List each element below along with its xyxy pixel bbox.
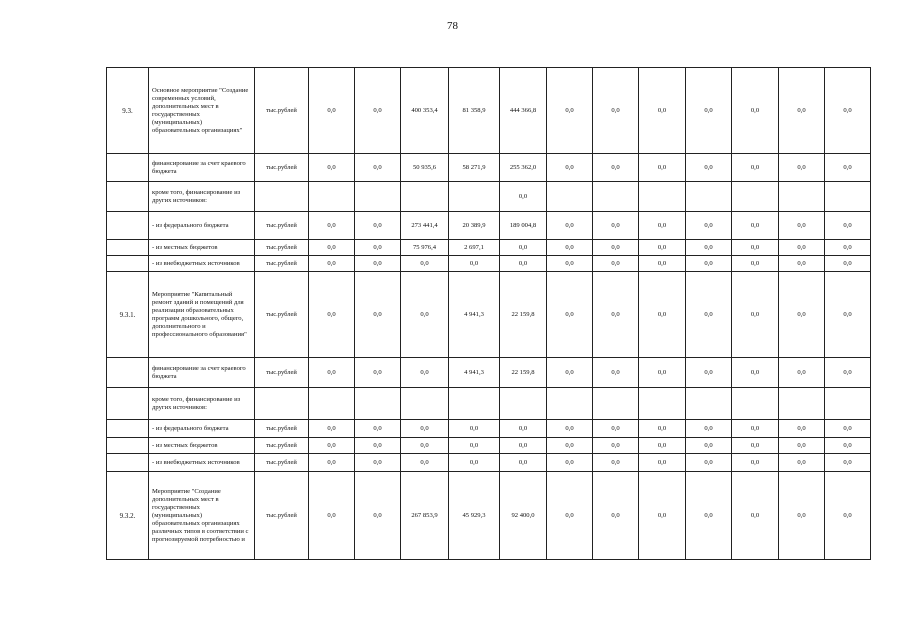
value-cell: 0,0 bbox=[355, 68, 401, 154]
value-cell: 0,0 bbox=[500, 240, 547, 256]
value-cell: 0,0 bbox=[500, 438, 547, 454]
value-cell bbox=[449, 182, 500, 212]
row-unit: тыс.рублей bbox=[255, 420, 309, 438]
value-cell bbox=[686, 388, 732, 420]
value-cell: 0,0 bbox=[309, 256, 355, 272]
value-cell: 0,0 bbox=[825, 358, 871, 388]
value-cell: 0,0 bbox=[401, 438, 449, 454]
row-unit: тыс.рублей bbox=[255, 358, 309, 388]
table-row bbox=[107, 212, 871, 240]
value-cell: 0,0 bbox=[593, 454, 639, 472]
value-cell: 0,0 bbox=[825, 420, 871, 438]
value-cell: 0,0 bbox=[639, 68, 686, 154]
row-unit: тыс.рублей bbox=[255, 454, 309, 472]
value-cell: 20 389,9 bbox=[449, 212, 500, 240]
row-unit: тыс.рублей bbox=[255, 472, 309, 560]
table-row bbox=[107, 472, 871, 560]
value-cell: 0,0 bbox=[779, 68, 825, 154]
value-cell: 0,0 bbox=[732, 154, 779, 182]
value-cell bbox=[593, 182, 639, 212]
value-cell: 0,0 bbox=[825, 68, 871, 154]
value-cell: 0,0 bbox=[779, 240, 825, 256]
value-cell: 0,0 bbox=[825, 240, 871, 256]
value-cell bbox=[779, 388, 825, 420]
value-cell: 81 358,9 bbox=[449, 68, 500, 154]
row-name: финансирование за счет краевого бюджета bbox=[149, 154, 255, 182]
row-name: Основное мероприятие "Создание современных условий, дополнительных мест в государственных (муниципальных) образовательных организациях" bbox=[149, 68, 255, 154]
value-cell: 0,0 bbox=[732, 454, 779, 472]
row-code: 9.3. bbox=[107, 68, 149, 154]
value-cell: 0,0 bbox=[732, 272, 779, 358]
value-cell: 0,0 bbox=[732, 420, 779, 438]
value-cell: 22 159,8 bbox=[500, 272, 547, 358]
value-cell: 0,0 bbox=[639, 256, 686, 272]
value-cell: 0,0 bbox=[825, 272, 871, 358]
table-row bbox=[107, 420, 871, 438]
row-unit: тыс.рублей bbox=[255, 272, 309, 358]
value-cell: 0,0 bbox=[779, 454, 825, 472]
value-cell: 0,0 bbox=[309, 272, 355, 358]
value-cell bbox=[401, 388, 449, 420]
row-name: Мероприятие "Капитальный ремонт зданий и помещений для реализации образовательных программ дошкольного, общего, дополнительного и профессионального образования" bbox=[149, 272, 255, 358]
value-cell: 273 441,4 bbox=[401, 212, 449, 240]
row-code bbox=[107, 182, 149, 212]
value-cell: 0,0 bbox=[547, 438, 593, 454]
value-cell bbox=[825, 182, 871, 212]
value-cell: 0,0 bbox=[355, 472, 401, 560]
value-cell: 0,0 bbox=[500, 420, 547, 438]
row-code bbox=[107, 240, 149, 256]
value-cell: 0,0 bbox=[825, 212, 871, 240]
value-cell: 0,0 bbox=[449, 420, 500, 438]
table-row bbox=[107, 272, 871, 358]
row-code bbox=[107, 212, 149, 240]
row-name: - из местных бюджетов bbox=[149, 240, 255, 256]
value-cell bbox=[639, 182, 686, 212]
value-cell: 0,0 bbox=[309, 240, 355, 256]
value-cell: 0,0 bbox=[547, 240, 593, 256]
value-cell: 0,0 bbox=[686, 358, 732, 388]
row-name: финансирование за счет краевого бюджета bbox=[149, 358, 255, 388]
value-cell: 0,0 bbox=[309, 154, 355, 182]
row-unit: тыс.рублей bbox=[255, 212, 309, 240]
value-cell: 0,0 bbox=[732, 358, 779, 388]
value-cell bbox=[547, 388, 593, 420]
value-cell bbox=[593, 388, 639, 420]
value-cell: 0,0 bbox=[825, 454, 871, 472]
value-cell: 0,0 bbox=[547, 256, 593, 272]
row-name: - из федерального бюджета bbox=[149, 420, 255, 438]
table-row bbox=[107, 154, 871, 182]
value-cell: 0,0 bbox=[686, 68, 732, 154]
value-cell: 0,0 bbox=[401, 256, 449, 272]
value-cell: 0,0 bbox=[309, 68, 355, 154]
value-cell: 0,0 bbox=[309, 420, 355, 438]
value-cell: 0,0 bbox=[355, 256, 401, 272]
value-cell: 0,0 bbox=[309, 438, 355, 454]
value-cell: 0,0 bbox=[732, 472, 779, 560]
value-cell: 0,0 bbox=[593, 472, 639, 560]
value-cell: 0,0 bbox=[309, 358, 355, 388]
value-cell: 0,0 bbox=[355, 454, 401, 472]
value-cell: 0,0 bbox=[593, 272, 639, 358]
value-cell: 0,0 bbox=[639, 154, 686, 182]
value-cell: 0,0 bbox=[779, 472, 825, 560]
value-cell bbox=[309, 182, 355, 212]
value-cell: 0,0 bbox=[547, 420, 593, 438]
row-code bbox=[107, 358, 149, 388]
value-cell: 0,0 bbox=[686, 472, 732, 560]
value-cell: 0,0 bbox=[779, 154, 825, 182]
row-unit bbox=[255, 388, 309, 420]
value-cell: 444 366,8 bbox=[500, 68, 547, 154]
value-cell: 0,0 bbox=[547, 272, 593, 358]
row-unit: тыс.рублей bbox=[255, 154, 309, 182]
value-cell bbox=[355, 182, 401, 212]
value-cell: 0,0 bbox=[686, 212, 732, 240]
value-cell: 0,0 bbox=[593, 154, 639, 182]
value-cell bbox=[449, 388, 500, 420]
value-cell: 0,0 bbox=[449, 438, 500, 454]
page-number: 78 bbox=[447, 20, 458, 32]
value-cell bbox=[732, 182, 779, 212]
value-cell: 0,0 bbox=[547, 472, 593, 560]
value-cell: 0,0 bbox=[825, 154, 871, 182]
value-cell bbox=[639, 388, 686, 420]
value-cell: 0,0 bbox=[732, 256, 779, 272]
row-code bbox=[107, 154, 149, 182]
value-cell: 0,0 bbox=[779, 438, 825, 454]
value-cell: 92 400,0 bbox=[500, 472, 547, 560]
value-cell: 0,0 bbox=[355, 272, 401, 358]
table-row bbox=[107, 438, 871, 454]
value-cell: 0,0 bbox=[449, 256, 500, 272]
value-cell: 0,0 bbox=[639, 272, 686, 358]
row-name: - из внебюджетных источников bbox=[149, 256, 255, 272]
value-cell: 0,0 bbox=[401, 454, 449, 472]
table-row bbox=[107, 68, 871, 154]
row-unit: тыс.рублей bbox=[255, 240, 309, 256]
table-row bbox=[107, 182, 871, 212]
value-cell: 0,0 bbox=[547, 454, 593, 472]
value-cell: 0,0 bbox=[355, 154, 401, 182]
value-cell: 50 935,6 bbox=[401, 154, 449, 182]
value-cell: 189 004,8 bbox=[500, 212, 547, 240]
value-cell bbox=[732, 388, 779, 420]
value-cell: 0,0 bbox=[309, 472, 355, 560]
value-cell: 22 159,8 bbox=[500, 358, 547, 388]
row-code: 9.3.1. bbox=[107, 272, 149, 358]
value-cell: 0,0 bbox=[732, 240, 779, 256]
value-cell: 0,0 bbox=[547, 212, 593, 240]
value-cell bbox=[500, 388, 547, 420]
value-cell: 0,0 bbox=[593, 358, 639, 388]
row-code bbox=[107, 388, 149, 420]
row-code bbox=[107, 438, 149, 454]
table-row bbox=[107, 256, 871, 272]
value-cell: 0,0 bbox=[686, 420, 732, 438]
value-cell: 0,0 bbox=[547, 68, 593, 154]
value-cell: 0,0 bbox=[639, 240, 686, 256]
row-unit bbox=[255, 182, 309, 212]
value-cell: 4 941,3 bbox=[449, 358, 500, 388]
value-cell: 0,0 bbox=[825, 256, 871, 272]
value-cell: 0,0 bbox=[401, 358, 449, 388]
row-code bbox=[107, 256, 149, 272]
value-cell: 0,0 bbox=[309, 454, 355, 472]
row-name: кроме того, финансирование из других источников: bbox=[149, 182, 255, 212]
value-cell bbox=[686, 182, 732, 212]
value-cell: 0,0 bbox=[500, 454, 547, 472]
row-name: кроме того, финансирование из других источников: bbox=[149, 388, 255, 420]
value-cell bbox=[779, 182, 825, 212]
value-cell: 0,0 bbox=[779, 256, 825, 272]
row-name: - из внебюджетных источников bbox=[149, 454, 255, 472]
table-row bbox=[107, 240, 871, 256]
value-cell: 0,0 bbox=[825, 472, 871, 560]
value-cell: 0,0 bbox=[779, 420, 825, 438]
budget-table bbox=[106, 67, 871, 560]
value-cell bbox=[401, 182, 449, 212]
row-name: Мероприятие "Создание дополнительных мест в государственных (муниципальных) образовательных организациях различных типов в соответствии с прогнозируемой потребностью и bbox=[149, 472, 255, 560]
table-row bbox=[107, 388, 871, 420]
value-cell: 0,0 bbox=[779, 212, 825, 240]
value-cell: 267 853,9 bbox=[401, 472, 449, 560]
value-cell: 45 929,3 bbox=[449, 472, 500, 560]
row-code: 9.3.2. bbox=[107, 472, 149, 560]
value-cell: 0,0 bbox=[355, 240, 401, 256]
value-cell: 0,0 bbox=[309, 212, 355, 240]
value-cell: 0,0 bbox=[639, 472, 686, 560]
value-cell bbox=[355, 388, 401, 420]
value-cell: 0,0 bbox=[639, 438, 686, 454]
value-cell bbox=[825, 388, 871, 420]
value-cell: 255 362,0 bbox=[500, 154, 547, 182]
value-cell: 0,0 bbox=[355, 358, 401, 388]
value-cell: 0,0 bbox=[732, 438, 779, 454]
value-cell: 0,0 bbox=[401, 420, 449, 438]
value-cell: 0,0 bbox=[779, 358, 825, 388]
row-unit: тыс.рублей bbox=[255, 256, 309, 272]
value-cell: 0,0 bbox=[686, 154, 732, 182]
row-name: - из федерального бюджета bbox=[149, 212, 255, 240]
row-unit: тыс.рублей bbox=[255, 68, 309, 154]
row-code bbox=[107, 454, 149, 472]
row-name: - из местных бюджетов bbox=[149, 438, 255, 454]
value-cell: 400 353,4 bbox=[401, 68, 449, 154]
value-cell: 0,0 bbox=[401, 272, 449, 358]
value-cell: 2 697,1 bbox=[449, 240, 500, 256]
value-cell: 0,0 bbox=[355, 420, 401, 438]
row-code bbox=[107, 420, 149, 438]
value-cell: 0,0 bbox=[547, 358, 593, 388]
value-cell: 0,0 bbox=[593, 68, 639, 154]
value-cell: 0,0 bbox=[779, 272, 825, 358]
value-cell: 0,0 bbox=[686, 454, 732, 472]
value-cell: 0,0 bbox=[355, 438, 401, 454]
value-cell: 58 271,9 bbox=[449, 154, 500, 182]
value-cell: 0,0 bbox=[639, 420, 686, 438]
value-cell: 0,0 bbox=[686, 438, 732, 454]
value-cell bbox=[547, 182, 593, 212]
value-cell: 0,0 bbox=[825, 438, 871, 454]
value-cell: 0,0 bbox=[686, 256, 732, 272]
value-cell: 0,0 bbox=[593, 420, 639, 438]
value-cell: 4 941,3 bbox=[449, 272, 500, 358]
value-cell: 0,0 bbox=[639, 454, 686, 472]
value-cell: 0,0 bbox=[686, 272, 732, 358]
value-cell: 0,0 bbox=[639, 358, 686, 388]
value-cell: 75 976,4 bbox=[401, 240, 449, 256]
value-cell: 0,0 bbox=[593, 438, 639, 454]
value-cell: 0,0 bbox=[639, 212, 686, 240]
row-unit: тыс.рублей bbox=[255, 438, 309, 454]
value-cell: 0,0 bbox=[593, 256, 639, 272]
value-cell: 0,0 bbox=[547, 154, 593, 182]
value-cell: 0,0 bbox=[593, 212, 639, 240]
value-cell: 0,0 bbox=[593, 240, 639, 256]
value-cell: 0,0 bbox=[500, 256, 547, 272]
value-cell: 0,0 bbox=[449, 454, 500, 472]
value-cell bbox=[309, 388, 355, 420]
value-cell: 0,0 bbox=[732, 212, 779, 240]
value-cell: 0,0 bbox=[500, 182, 547, 212]
value-cell: 0,0 bbox=[355, 212, 401, 240]
value-cell: 0,0 bbox=[686, 240, 732, 256]
value-cell: 0,0 bbox=[732, 68, 779, 154]
table-row bbox=[107, 454, 871, 472]
table-row bbox=[107, 358, 871, 388]
